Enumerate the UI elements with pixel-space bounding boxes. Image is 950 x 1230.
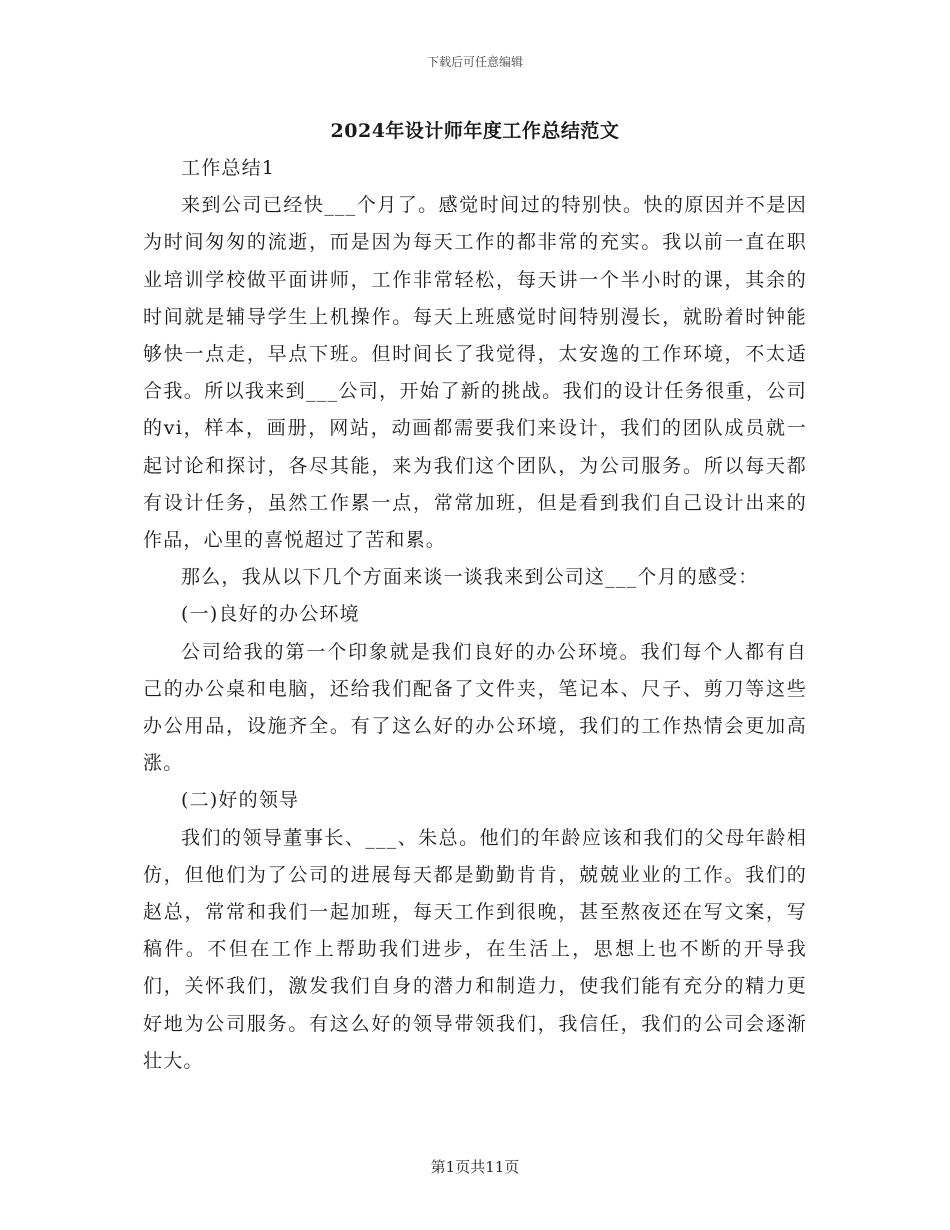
section-heading: 工作总结1	[181, 157, 276, 179]
subsection-heading: (一)良好的办公环境	[181, 603, 360, 626]
subsection-heading: (二)好的领导	[181, 789, 300, 812]
paragraph: 来到公司已经快___个月了。感觉时间过的特别快。快的原因并不是因为时间匆匆的流逝，而是因为每天工作的都非常的充实。我以前一直在职业培训学校做平面讲师，工作非常轻松，每天讲一个半小时的课，其余的时间就是辅导学生上机操作。每天上班感觉时间特别漫长，就盼着时钟能够快一点走，早点下班。但时间长了我觉得，太安逸的工作环境，不太适合我。所以我来到___公司，开始了新的挑战。我们的设计任务很重，公司的vi，样本，画册，网站，动画都需要我们来设计，我们的团队成员就一起讨论和探讨，各尽其能，来为我们这个团队，为公司服务。所以每天都有设计任务，虽然工作累一点，常常加班，但是看到我们自己设计出来的作品，心里的喜悦超过了苦和累。	[143, 194, 807, 552]
paragraph: 我们的领导董事长、___、朱总。他们的年龄应该和我们的父母年龄相仿，但他们为了公司的进展每天都是勤勤肯肯，兢兢业业的工作。我们的赵总，常常和我们一起加班，每天工作到很晚，甚至熬夜还在写文案，写稿件。不但在工作上帮助我们进步，在生活上，思想上也不断的开导我们，关怀我们，激发我们自身的潜力和制造力，使我们能有充分的精力更好地为公司服务。有这么好的领导带领我们，我信任，我们的公司会逐渐壮大。	[143, 826, 807, 1072]
paragraph: 那么，我从以下几个方面来谈一谈我来到公司这___个月的感受：	[181, 566, 759, 589]
page-number: 第1页共11页	[430, 1158, 520, 1176]
document-title: 2024年设计师年度工作总结范文	[330, 120, 620, 142]
document-body	[143, 150, 807, 1080]
paragraph: 公司给我的第一个印象就是我们良好的办公环境。我们每个人都有自己的办公桌和电脑，还给我们配备了文件夹，笔记本、尺子、剪刀等这些办公用品，设施齐全。有了这么好的办公环境，我们的工作热情会更加高涨。	[143, 640, 807, 775]
header-note: 下载后可任意编辑	[426, 55, 523, 69]
